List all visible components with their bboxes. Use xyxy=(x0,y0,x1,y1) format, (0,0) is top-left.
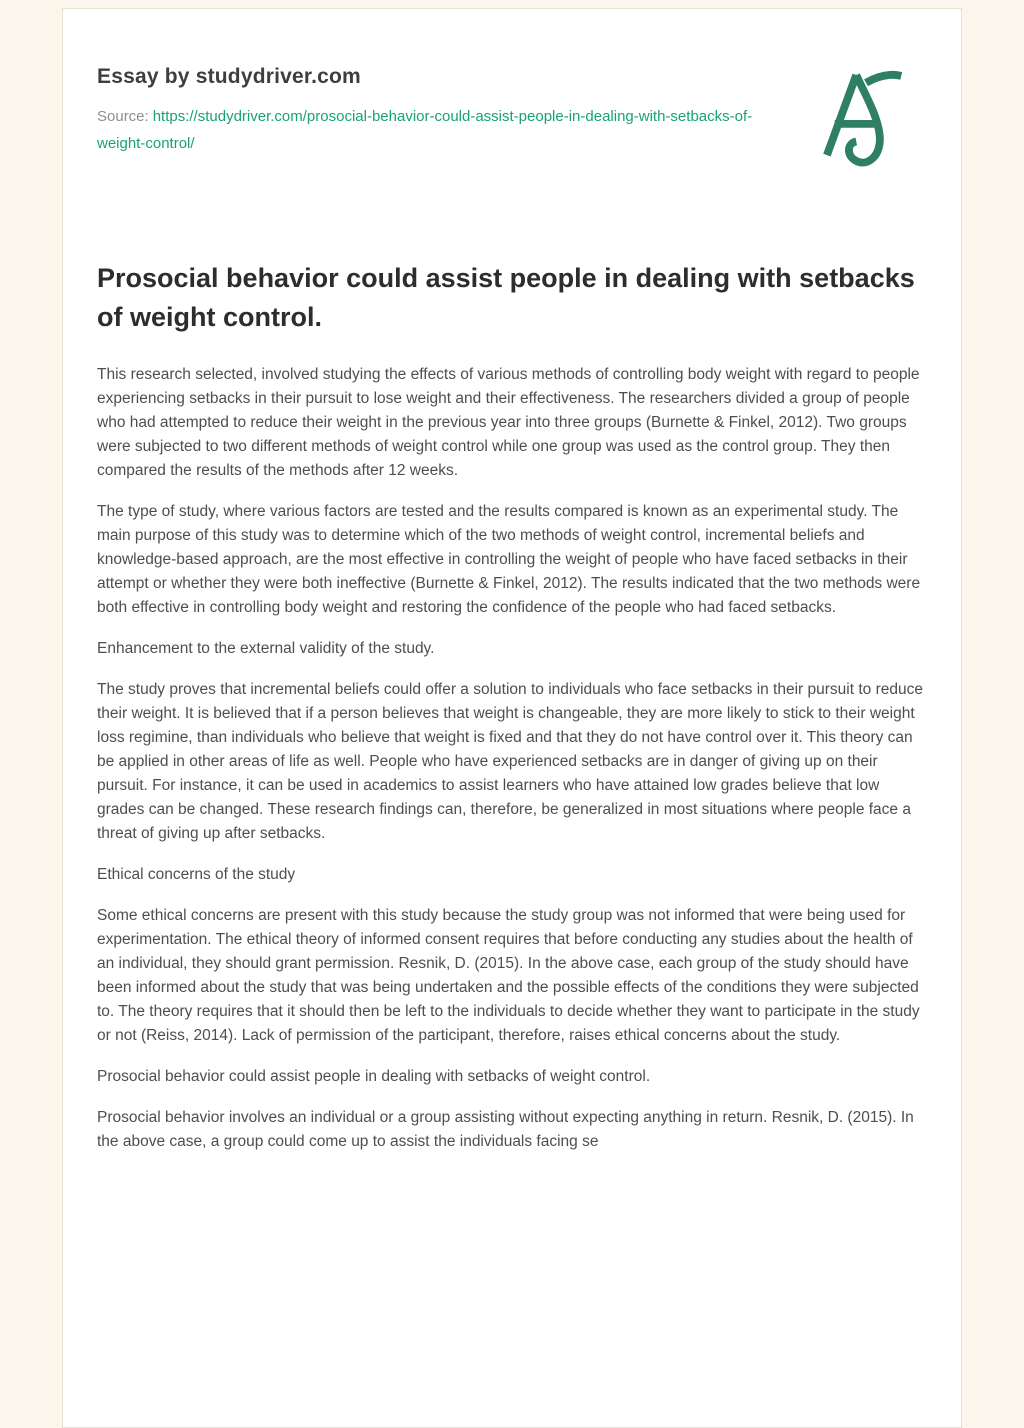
studydriver-logo-icon xyxy=(823,69,911,167)
essay-paragraph: Ethical concerns of the study xyxy=(97,866,296,884)
source-url-link[interactable]: https://studydriver.com/prosocial-behavior-could-assist-people-in-dealing-with-setbacks-of-weight-control/ xyxy=(97,108,753,152)
source-line xyxy=(97,103,762,157)
essay-paragraph: Some ethical concerns are present with this study because the study group was not informed that were being used for experimentation. The ethical theory of informed consent requires that before conducting any studies about the health of an individual, they should grant permission. Resnik, D. (2015). In the above case, each group of the study should have been informed about the study that was being undertaken and the possible effects of the conditions they were subjected to. The theory requires that it should then be left to the individuals to decide whether they want to participate in the study or not (Reiss, 2014). Lack of permission of the participant, therefore, raises ethical concerns about the study. xyxy=(97,907,920,1045)
essay-by-heading: Essay by studydriver.com xyxy=(97,65,361,88)
essay-paragraph: Enhancement to the external validity of the study. xyxy=(97,640,435,658)
essay-paragraph: The study proves that incremental beliefs could offer a solution to individuals who face setbacks in their pursuit to reduce their weight. It is believed that if a person believes that weight is changeable, they are more likely to stick to their weight loss regimine, than individuals who believe that weight is fixed and that they do not have control over it. This theory can be applied in other areas of life as well. People who have experienced setbacks are in danger of giving up on their pursuit. For instance, it can be used in academics to assist learners who have attained low grades believe that low grades can be changed. These research findings can, therefore, be generalized in most situations where people face a threat of giving up after setbacks. xyxy=(97,681,923,843)
essay-paragraph: The type of study, where various factors are tested and the results compared is known as an experimental study. The main purpose of this study was to determine which of the two methods of weight control, incremental beliefs and knowledge-based approach, are the most effective in controlling the weight of people who have faced setbacks in their attempt or whether they were both ineffective (Burnette & Finkel, 2012). The results indicated that the two methods were both effective in controlling body weight and restoring the confidence of the people who had faced setbacks. xyxy=(97,503,921,617)
essay-title: Prosocial behavior could assist people in dealing with setbacks of weight control. xyxy=(97,263,915,333)
essay-paragraph: Prosocial behavior involves an individual or a group assisting without expecting anything in return. Resnik, D. (2015). In the above case, a group could come up to assist the individuals facing se xyxy=(97,1109,914,1151)
header-left xyxy=(97,65,762,157)
essay-paragraph: This research selected, involved studying the effects of various methods of controlling body weight with regard to people experiencing setbacks in their pursuit to lose weight and their effectiveness. The researchers divided a group of people who had attempted to reduce their weight in the previous year into three groups (Burnette & Finkel, 2012). Two groups were subjected to two different methods of weight control while one group was used as the control group. They then compared the results of the methods after 12 weeks. xyxy=(97,366,920,480)
essay-card xyxy=(62,8,962,1428)
header xyxy=(97,65,924,167)
essay-body xyxy=(97,363,924,1154)
essay-paragraph: Prosocial behavior could assist people in dealing with setbacks of weight control. xyxy=(97,1068,651,1086)
source-label: Source: xyxy=(97,108,149,125)
